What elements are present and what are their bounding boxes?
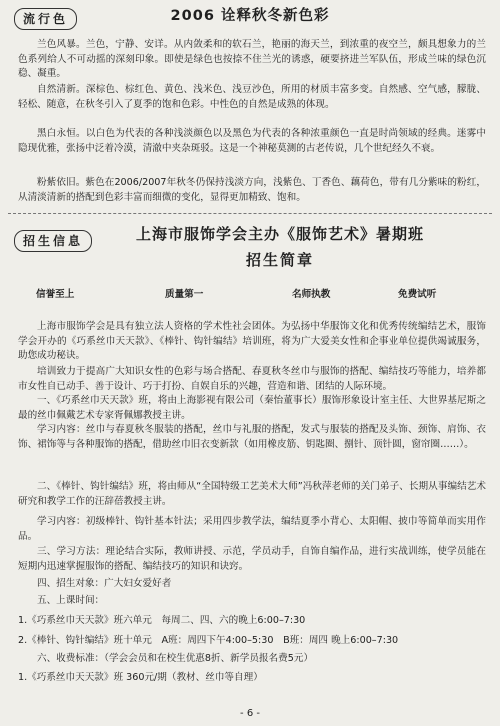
paragraph-training-goal: 培训致力于提高广大知识女性的色彩与场合搭配、春夏秋冬丝巾与服饰的搭配、编结技巧等能力，培养都市女性自已动手、善于设计、巧于打扮、自娱自乐的兴趣，营造和谐、团结的人际环境。 (18, 366, 486, 392)
paragraph-knitting-class: 二、《棒针、钩针编结》班，将由师从“全国特级工艺美术大师”冯秋萍老师的关门弟子、长期从事编结艺术研究和教学工作的汪辞蓓教授主讲。 (18, 481, 486, 507)
course-subtitle: 招生简章 (245, 251, 314, 269)
paragraph-black-white: 黑白永恒。以白色为代表的各种浅淡颜色以及黑色为代表的各种浓重颜色一直是时尚领域的经典。迷雾中隐现优雅，张扬中泛着冷漠，清澈中夹杂斑驳。这是一个神秘莫测的古老传说，几个世纪经久不衰。 (18, 128, 486, 154)
slogan-free-trial: 免费试听 (398, 289, 437, 300)
course-title: 上海市服饰学会主办《服饰艺术》暑期班 (135, 225, 424, 243)
slogan-teachers: 名师执教 (292, 289, 331, 300)
page-number: - 6 - (240, 708, 260, 719)
paragraph-purple: 粉紫依旧。紫色在2006/2007年秋冬仍保持浅淡方向，浅紫色、丁香色、藕荷色，带有几分紫味的粉红，从清淡清新的搭配到色彩丰富而细微的变化，显得更加精致、饱和。 (18, 177, 486, 203)
paragraph-scarf-content: 学习内容：丝巾与春夏秋冬服装的搭配，丝巾与礼服的搭配，发式与服装的搭配及头饰、颈饰、肩饰、衣饰、裙饰等与各种服饰的搭配，借助丝巾旧衣变新款（如用橡皮筋、钥匙圈、捌针、顶针圆，窗帘圈……）。 (18, 424, 486, 450)
section-tag-enrollment: 招生信息 (14, 230, 92, 252)
slogan-quality: 质量第一 (165, 289, 204, 300)
line-fees-heading: 六、收费标准：（学会会员和在校生优惠8折、新学员报名费5元） (37, 653, 314, 664)
paragraph-knitting-content: 学习内容：初级棒针、钩针基本针法；采用四步教学法，编结夏季小背心、太阳帽、披巾等简单而实用作品。 (18, 516, 486, 542)
section-tag-fashion-color: 流行色 (14, 8, 77, 30)
article-title: 2006 诠释秋冬新色彩 (170, 8, 330, 24)
paragraph-blue: 兰色风暴。兰色，宁静、安详。从内敛柔和的软石兰，艳丽的海天兰，到浓重的夜空兰，颇具想象力的兰色系列给人不可动摇的深刻印象。即使是绿色也按捺不住兰光的诱惑，硬要挤进兰军队伍，形成兰味的绿色沉稳、凝重。 (18, 39, 486, 80)
line-target: 四、招生对象：广大妇女爱好者 (37, 578, 172, 589)
paragraph-intro: 上海市服饰学会是具有独立法人资格的学术性社会团体。为弘扬中华服饰文化和优秀传统编结艺术，服饰学会开办的《巧系丝巾天天款》、《棒针、钩针编结》培训班，将为广大爱美女性和企事业单位提供竭诚服务，助您成功秘诀。 (18, 321, 486, 362)
line-schedule-knitting: 2.《棒针、钩针编结》班十单元 A班：周四下午4:00–5:30 B班：周四 晚上6:00–7:30 (18, 635, 399, 646)
line-fee-scarf: 1.《巧系丝巾天天款》班 360元/期（教材、丝巾等自理） (18, 672, 263, 683)
slogan-reputation: 信誉至上 (36, 289, 75, 300)
line-schedule-heading: 五、上课时间： (37, 595, 105, 606)
paragraph-scarf-class: 一、《巧系丝巾天天款》班，将由上海影视有限公司（秦怡董事长）服饰形象设计室主任、大世界基尼斯之最的丝巾佩戴艺术专家胥佩娜教授主讲。 (18, 395, 486, 421)
line-schedule-scarf: 1.《巧系丝巾天天款》班六单元 每周二、四、六的晚上6:00–7:30 (18, 615, 306, 626)
section-divider (8, 213, 492, 214)
paragraph-method: 三、学习方法：理论结合实际，教师讲授、示范，学员动手，自饰自编作品，进行实战训练，使学员能在短期内迅速掌握服饰的搭配、编结技巧的知识和诀窍。 (18, 546, 486, 572)
paragraph-natural: 自然清新。深棕色、棕红色、黄色、浅米色、浅豆沙色，所用的材质丰富多变。自然感、空气感，朦胧、轻松、随意，在秋冬引入了夏季的饱和色彩。中性色的自然是成熟的体现。 (18, 84, 486, 110)
